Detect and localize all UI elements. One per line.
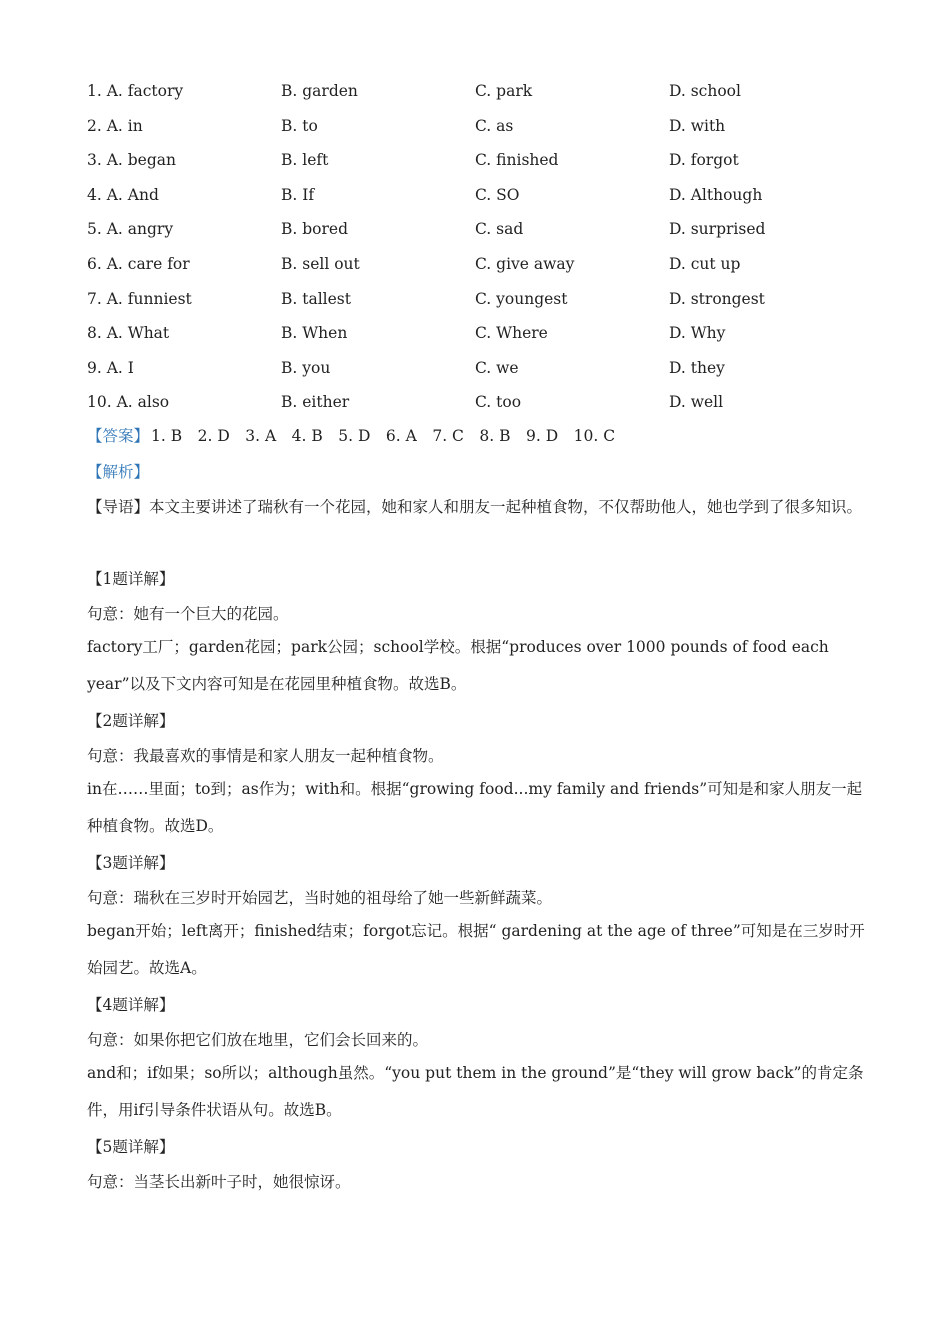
option-b: B. sell out	[281, 254, 360, 273]
option-c: C. too	[475, 393, 522, 412]
q1-heading: 【1题详解】	[87, 570, 175, 588]
option-d: D. strongest	[669, 289, 765, 308]
option-b: B. tallest	[281, 289, 351, 308]
option-c: C. youngest	[475, 289, 568, 308]
answer-label: 【答案】	[87, 427, 150, 445]
q3-heading: 【3题详解】	[87, 854, 175, 872]
option-c: C. give away	[475, 254, 575, 273]
option-b: B. you	[281, 358, 331, 377]
intro-paragraph: 【导语】本文主要讲述了瑞秋有一个花园，她和家人和朋友一起种植食物，不仅帮助他人，她也学到了很多知识。	[87, 498, 863, 516]
q3-meaning: 句意：瑞秋在三岁时开始园艺，当时她的祖母给了她一些新鲜蔬菜。	[87, 889, 553, 907]
q2-meaning: 句意：我最喜欢的事情是和家人朋友一起种植食物。	[87, 747, 444, 765]
option-d: D. they	[669, 358, 725, 377]
option-c: C. as	[475, 116, 514, 135]
q5-meaning: 句意：当茎长出新叶子时，她很惊讶。	[87, 1173, 351, 1191]
q2-heading: 【2题详解】	[87, 712, 175, 730]
answer-values: 1. B 2. D 3. A 4. B 5. D 6. A 7. C 8. B 9. D 10. C	[151, 427, 616, 445]
option-d: D. forgot	[669, 151, 739, 170]
q3-explanation: began开始；left离开；finished结束；forgot忘记。根据“ gardening at the age of three”可知是在三岁时开始园艺。故选A。	[87, 922, 865, 977]
option-d: D. Why	[669, 324, 726, 343]
options-table	[87, 77, 867, 423]
q4-meaning: 句意：如果你把它们放在地里，它们会长回来的。	[87, 1031, 429, 1049]
option-b: B. left	[281, 151, 329, 170]
option-a: 9. A. I	[87, 358, 134, 377]
option-c: C. sad	[475, 220, 524, 239]
option-d: D. Although	[669, 185, 763, 204]
option-row	[87, 354, 867, 389]
option-b: B. When	[281, 324, 348, 343]
option-d: D. cut up	[669, 254, 741, 273]
q4-heading: 【4题详解】	[87, 996, 175, 1014]
option-a: 10. A. also	[87, 393, 170, 412]
option-d: D. surprised	[669, 220, 766, 239]
option-row	[87, 146, 867, 181]
option-a: 2. A. in	[87, 116, 143, 135]
option-b: B. garden	[281, 82, 358, 100]
option-a: 1. A. factory	[87, 82, 184, 100]
option-a: 8. A. What	[87, 324, 170, 343]
q5-heading: 【5题详解】	[87, 1138, 175, 1156]
answer-line	[87, 424, 615, 446]
q1-explanation: factory工厂；garden花园；park公园；school学校。根据“produces over 1000 pounds of food each year”以及下文内容可知是在花园里种植食物。故选B。	[87, 638, 829, 693]
option-row	[87, 215, 867, 250]
option-c: C. SO	[475, 185, 520, 204]
option-row	[87, 285, 867, 320]
option-b: B. either	[281, 393, 350, 412]
option-d: D. well	[669, 393, 724, 412]
option-d: D. school	[669, 82, 741, 100]
option-row	[87, 77, 867, 112]
option-a: 3. A. began	[87, 151, 177, 170]
option-row	[87, 250, 867, 285]
option-row	[87, 388, 867, 423]
q2-explanation: in在……里面；to到；as作为；with和。根据“growing food...my family and friends”可知是和家人朋友一起种植食物。故选D。	[87, 780, 863, 835]
option-c: C. we	[475, 358, 519, 377]
option-row	[87, 319, 867, 354]
option-a: 5. A. angry	[87, 220, 174, 239]
option-c: C. park	[475, 82, 533, 100]
option-d: D. with	[669, 116, 726, 135]
q1-meaning: 句意：她有一个巨大的花园。	[87, 605, 289, 623]
option-row	[87, 112, 867, 147]
option-b: B. bored	[281, 220, 349, 239]
option-a: 7. A. funniest	[87, 289, 192, 308]
option-b: B. to	[281, 116, 318, 135]
option-a: 6. A. care for	[87, 254, 190, 273]
option-a: 4. A. And	[87, 185, 159, 204]
option-c: C. finished	[475, 151, 559, 170]
q4-explanation: and和；if如果；so所以；although虽然。“you put them in the ground”是“they will grow back”的肯定条件，用if引导条件状语从句。故选B。	[87, 1064, 864, 1119]
option-b: B. If	[281, 185, 315, 204]
option-row	[87, 181, 867, 216]
option-c: C. Where	[475, 324, 548, 343]
analysis-label: 【解析】	[87, 463, 150, 481]
